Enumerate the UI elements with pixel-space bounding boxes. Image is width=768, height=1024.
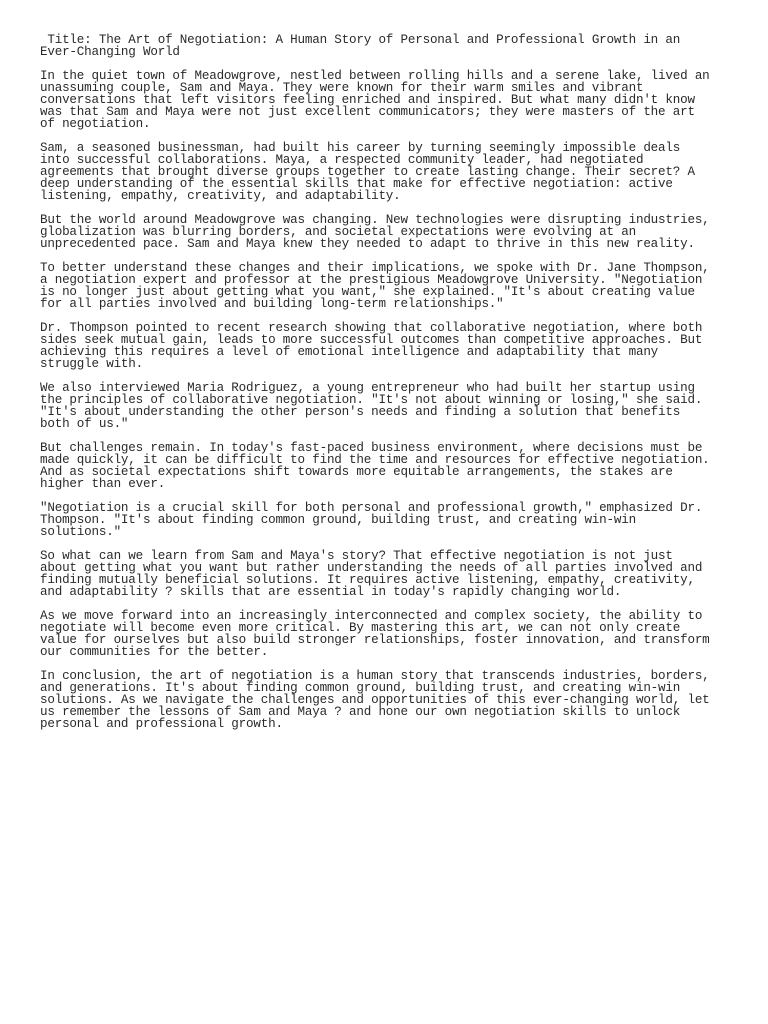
paragraph-10: As we move forward into an increasingly interconnected and complex society, the ability to negotiate will become even more critical. By mastering this art, we can not only create value for ourselves but also build stronger relationships, foster innovation, and transform our communities for the better. (40, 609, 710, 659)
paragraph-11: In conclusion, the art of negotiation is a human story that transcends industries, borders, and generations. It's about finding common ground, building trust, and creating win-win solutions. As we navigate the challenges and opportunities of this ever-changing world, let us remember the lessons of Sam and Maya ? and hone our own negotiation skills to unlock personal and professional growth. (40, 669, 710, 731)
paragraph-3: But the world around Meadowgrove was changing. New technologies were disrupting industries, globalization was blurring borders, and societal expectations were evolving at an unprecedented pace. Sam and Maya knew they needed to adapt to thrive in this new reality. (40, 213, 710, 251)
document-title: Title: The Art of Negotiation: A Human Story of Personal and Professional Growth in an Ever-Changing World (40, 33, 688, 59)
paragraph-6: We also interviewed Maria Rodriguez, a young entrepreneur who had built her startup using the principles of collaborative negotiation. "It's not about winning or losing," she said. "It's about understanding the other person's needs and finding a solution that benefits both of us." (40, 381, 703, 431)
paragraph-7: But challenges remain. In today's fast-paced business environment, where decisions must be made quickly, it can be difficult to find the time and resources for effective negotiation. And as societal expectations shift towards more equitable arrangements, the stakes are higher than ever. (40, 441, 710, 491)
document-page (40, 34, 710, 742)
paragraph-2: Sam, a seasoned businessman, had built his career by turning seemingly impossible deals into successful collaborations. Maya, a respected community leader, had negotiated agreements that brought diverse groups together to create lasting change. Their secret? A deep understanding of the essential skills that make for effective negotiation: active listening, empathy, creativity, and adaptability. (40, 141, 695, 203)
paragraph-5: Dr. Thompson pointed to recent research showing that collaborative negotiation, where both sides seek mutual gain, leads to more successful outcomes than competitive approaches. But achieving this requires a level of emotional intelligence and adaptability that many struggle with. (40, 321, 703, 371)
paragraph-9: So what can we learn from Sam and Maya's story? That effective negotiation is not just about getting what you want but rather understanding the needs of all parties involved and finding mutually beneficial solutions. It requires active listening, empathy, creativity, and adaptability ? skills that are essential in today's rapidly changing world. (40, 549, 703, 599)
paragraph-4: To better understand these changes and their implications, we spoke with Dr. Jane Thompson, a negotiation expert and professor at the prestigious Meadowgrove University. "Negotiation is no longer just about getting what you want," she explained. "It's about creating value for all parties involved and building long-term relationships." (40, 261, 710, 311)
paragraph-1: In the quiet town of Meadowgrove, nestled between rolling hills and a serene lake, lived an unassuming couple, Sam and Maya. They were known for their warm smiles and vibrant conversations that left visitors feeling enriched and inspired. But what many didn't know was that Sam and Maya were not just excellent communicators; they were masters of the art of negotiation. (40, 69, 710, 131)
paragraph-8: "Negotiation is a crucial skill for both personal and professional growth," emphasized Dr. Thompson. "It's about finding common ground, building trust, and creating win-win solutions." (40, 501, 703, 539)
